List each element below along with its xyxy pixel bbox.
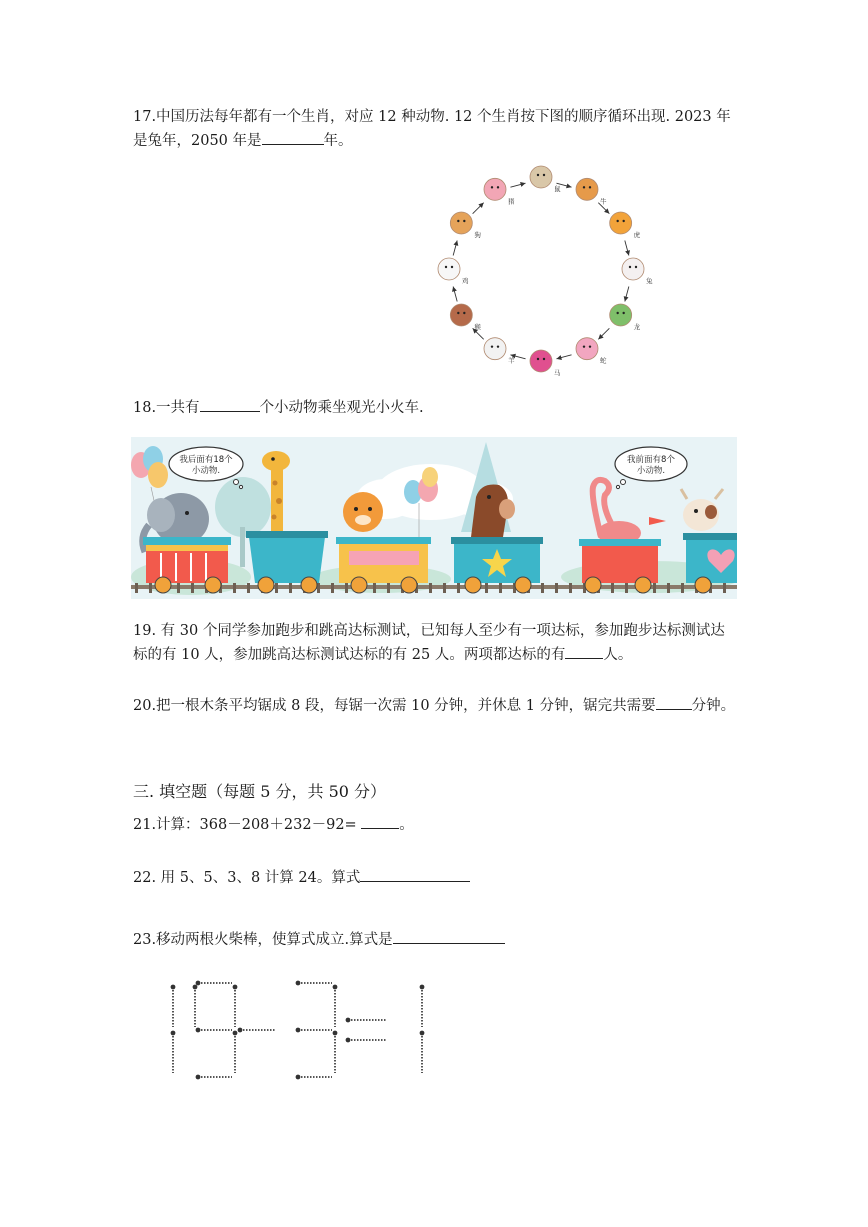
rail-tie [429, 583, 432, 593]
zodiac-animal-1 [576, 178, 607, 205]
answer-blank-18[interactable] [200, 396, 260, 412]
matchstick [171, 1031, 176, 1073]
zodiac-label: 羊 [508, 356, 515, 365]
matchstick [296, 1075, 332, 1080]
zodiac-animal-7 [484, 338, 515, 365]
rail-tie [653, 583, 656, 593]
zodiac-label: 龙 [633, 323, 641, 331]
matchstick [193, 985, 198, 1027]
matchstick-equation [140, 975, 460, 1085]
section-title: 三. 填空题（每题 5 分，共 50 分） [133, 782, 387, 801]
rail-tie [541, 583, 544, 593]
zodiac-label: 马 [554, 369, 561, 377]
matchstick [196, 1028, 232, 1033]
zodiac-animal-9 [438, 258, 469, 285]
rail-tie [681, 583, 684, 593]
zodiac-animal-11 [484, 178, 515, 205]
matchsticks [171, 981, 425, 1080]
rail-tie [723, 583, 726, 593]
matchstick [333, 1031, 338, 1073]
question-20 [133, 694, 738, 718]
question-20-text: 20.把一根木条平均锯成 8 段，每锯一次需 10 分钟，并休息 1 分钟，锯完共需要 [133, 698, 656, 714]
bubble-right-line1: 我前面有8个 [627, 455, 675, 465]
matchstick [296, 981, 332, 986]
bubble-right-line2: 小动物. [636, 466, 666, 476]
question-18-text: 18.一共有 [133, 400, 200, 416]
rail-tie [191, 583, 194, 593]
matchstick [171, 985, 176, 1027]
rail-tie [387, 583, 390, 593]
zodiac-arrow [473, 203, 484, 214]
rail-tie [485, 583, 488, 593]
question-19 [133, 619, 738, 667]
bubble-left-line2: 小动物. [191, 466, 221, 476]
answer-blank-22[interactable] [360, 866, 470, 882]
rail-tie [499, 583, 502, 593]
zodiac-label: 蛇 [600, 356, 607, 365]
rail-tie [149, 583, 152, 593]
animal-train-illustration [131, 437, 737, 599]
answer-blank-23[interactable] [393, 928, 505, 944]
zodiac-label: 鼠 [554, 185, 561, 193]
zodiac-animal-3 [622, 258, 653, 285]
zodiac-animal-6 [530, 350, 561, 377]
rail-tie [331, 583, 334, 593]
zodiac-arrow [453, 240, 458, 255]
zodiac-arrow [624, 286, 629, 301]
answer-blank-19[interactable] [565, 643, 603, 659]
question-18-suffix: 个小动物乘坐观光小火车. [259, 400, 424, 416]
zodiac-arrow [598, 328, 609, 339]
rail-tie [247, 583, 250, 593]
rail-tie [555, 583, 558, 593]
zodiac-animals [438, 166, 653, 377]
matchstick [233, 985, 238, 1027]
zodiac-animal-4 [610, 304, 641, 331]
matchstick [420, 985, 425, 1027]
question-19-text: 19. 有 30 个同学参加跑步和跳高达标测试，已知每人至少有一项达标，参加跑步达标测试达标的有 10 人，参加跳高达标测试达标的有 25 人。两项都达标的有 [133, 623, 725, 663]
zodiac-arrow [452, 286, 457, 301]
question-21 [133, 813, 738, 837]
rail-tie [625, 583, 628, 593]
rail-tie [289, 583, 292, 593]
answer-blank-17[interactable] [262, 129, 324, 145]
question-18 [133, 396, 738, 420]
question-20-suffix: 分钟。 [691, 698, 736, 714]
zodiac-label: 虎 [633, 231, 641, 239]
rail-tie [345, 583, 348, 593]
zodiac-label: 猪 [508, 197, 515, 206]
zodiac-label: 兔 [646, 277, 653, 285]
question-17-suffix: 年。 [323, 133, 353, 149]
question-23-text: 23.移动两根火柴棒，使算式成立.算式是 [133, 932, 393, 948]
rail-tie [457, 583, 460, 593]
zodiac-animal-10 [450, 212, 481, 239]
rail-tie [233, 583, 236, 593]
matchstick [346, 1038, 386, 1043]
zodiac-arrow [625, 240, 630, 255]
zodiac-arrow [556, 355, 571, 360]
matchstick [238, 1028, 276, 1033]
rail-tie [611, 583, 614, 593]
question-17-text: 17.中国历法每年都有一个生肖，对应 12 种动物. 12 个生肖按下图的顺序循环出现. 2023 年是兔年，2050 年是 [133, 109, 731, 149]
rail-tie [177, 583, 180, 593]
zodiac-cycle-diagram [428, 158, 654, 384]
rail-tie [569, 583, 572, 593]
question-21-text: 21.计算：368－208＋232－92= [133, 817, 362, 833]
matchstick [346, 1018, 386, 1023]
matchstick [333, 985, 338, 1027]
zodiac-animal-5 [576, 338, 607, 365]
zodiac-arrow [510, 182, 525, 187]
question-17 [133, 105, 738, 153]
question-22 [133, 866, 738, 890]
question-22-text: 22. 用 5、5、3、8 计算 24。算式 [133, 870, 361, 886]
zodiac-label: 狗 [474, 231, 481, 239]
zodiac-label: 牛 [600, 197, 607, 206]
rail-tie [443, 583, 446, 593]
bubble-left-line1: 我后面有18个 [179, 455, 233, 465]
zodiac-animal-2 [610, 212, 641, 239]
zodiac-animal-8 [450, 304, 481, 331]
matchstick [196, 1075, 232, 1080]
question-21-suffix: 。 [399, 817, 414, 833]
matchstick [420, 1031, 425, 1073]
zodiac-label: 鸡 [462, 277, 469, 285]
answer-blank-20[interactable] [656, 694, 692, 710]
zodiac-animal-0 [530, 166, 561, 193]
rail-tie [135, 583, 138, 593]
question-19-suffix: 人。 [603, 647, 633, 663]
rail-tie [667, 583, 670, 593]
question-23 [133, 928, 738, 952]
matchstick [233, 1031, 238, 1073]
zodiac-arrows [452, 182, 630, 360]
rail-tie [275, 583, 278, 593]
matchstick [196, 981, 232, 986]
zodiac-label: 猴 [474, 323, 481, 331]
rail-tie [373, 583, 376, 593]
matchstick [296, 1028, 332, 1033]
answer-blank-21[interactable] [361, 813, 399, 829]
